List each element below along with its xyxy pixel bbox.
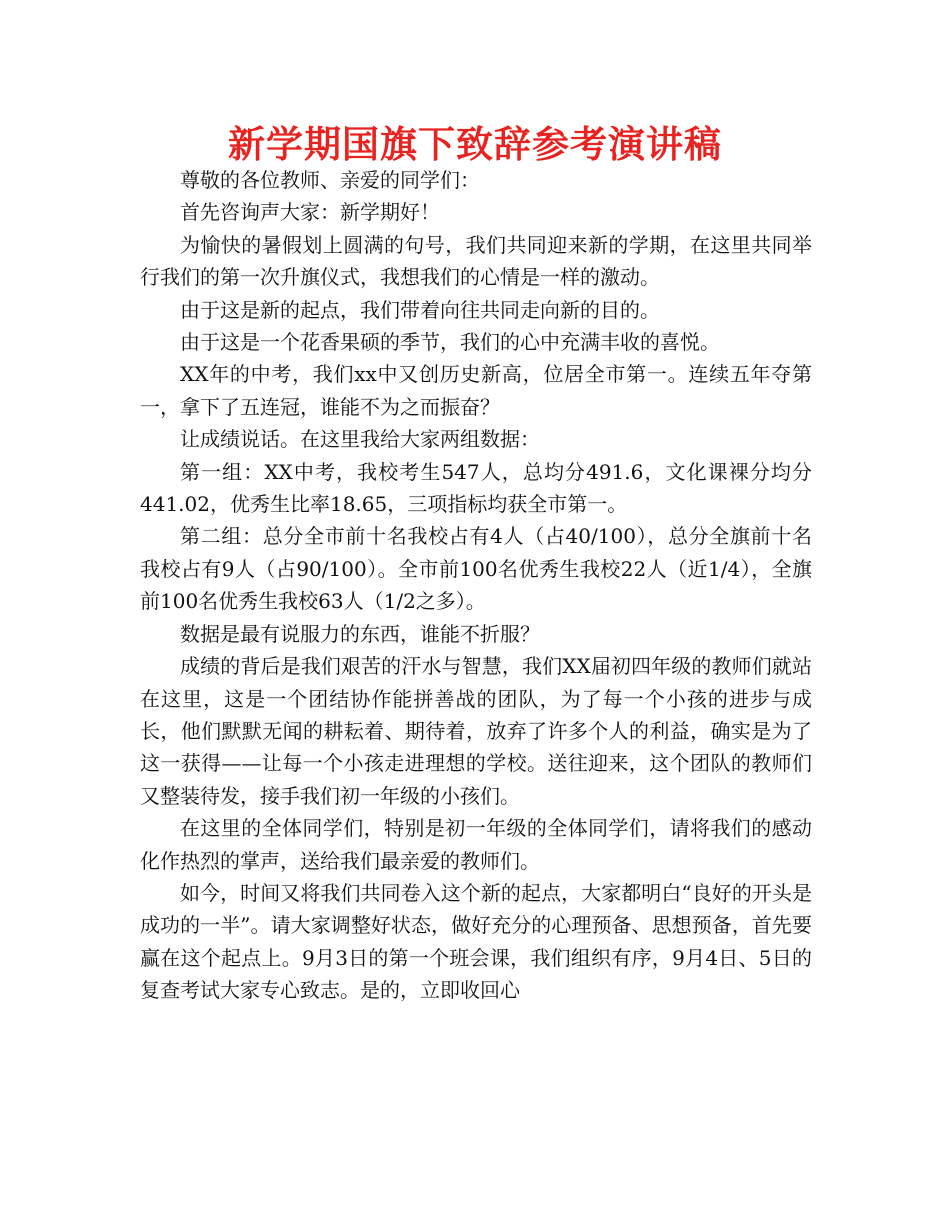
paragraph-data-group-1: 第一组：XX中考，我校考生547人，总均分491.6，文化课裸分均分441.02，优秀生比率18.65，三项指标均获全市第一。: [140, 459, 812, 517]
paragraph-greeting: 首先咨询声大家：新学期好！: [180, 200, 440, 225]
paragraph-data-group-2: 第二组：总分全市前十名我校占有4人（占40/100），总分全旗前十名我校占有9人（占90/100）。全市前100名优秀生我校22人（近1/4），全旗前100名优秀生我校63人（1/2之多）。: [140, 524, 812, 614]
paragraph: 为愉快的暑假划上圆满的句号，我们共同迎来新的学期，在这里共同举行我们的第一次升旗仪式，我想我们的心情是一样的激动。: [140, 232, 812, 290]
paragraph: 让成绩说话。在这里我给大家两组数据：: [180, 427, 540, 452]
paragraph: 如今，时间又将我们共同卷入这个新的起点，大家都明白“良好的开头是成功的一半”。请大家调整好状态，做好充分的心理预备、思想预备，首先要赢在这个起点上。9月3日的第一个班会课，我们组织有序，9月4日、5日的复查考试大家专心致志。是的，立即收回心: [140, 880, 812, 1003]
paragraph: 数据是最有说服力的东西，谁能不折服？: [180, 621, 540, 646]
paragraph: 由于这是新的起点，我们带着向往共同走向新的目的。: [180, 297, 660, 322]
paragraph: 由于这是一个花香果硕的季节，我们的心中充满丰收的喜悦。: [180, 330, 720, 355]
document-body: [140, 164, 812, 1007]
paragraph-salutation: 尊敬的各位教师、亲爱的同学们：: [180, 168, 480, 192]
paragraph: XX年的中考，我们xx中又创历史新高，位居全市第一。连续五年夺第一，拿下了五连冠，谁能不为之而振奋？: [140, 362, 812, 419]
paragraph: 在这里的全体同学们，特别是初一年级的全体同学们，请将我们的感动化作热烈的掌声，送给我们最亲爱的教师们。: [140, 816, 812, 873]
document-title: 新学期国旗下致辞参考演讲稿: [228, 123, 722, 166]
paragraph: 成绩的背后是我们艰苦的汗水与智慧，我们XX届初四年级的教师们就站在这里，这是一个团结协作能拼善战的团队，为了每一个小孩的进步与成长，他们默默无闻的耕耘着、期待着，放弃了许多个人的利益，确实是为了这一获得——让每一个小孩走进理想的学校。送往迎来，这个团队的教师们又整装待发，接手我们初一年级的小孩们。: [140, 654, 812, 808]
